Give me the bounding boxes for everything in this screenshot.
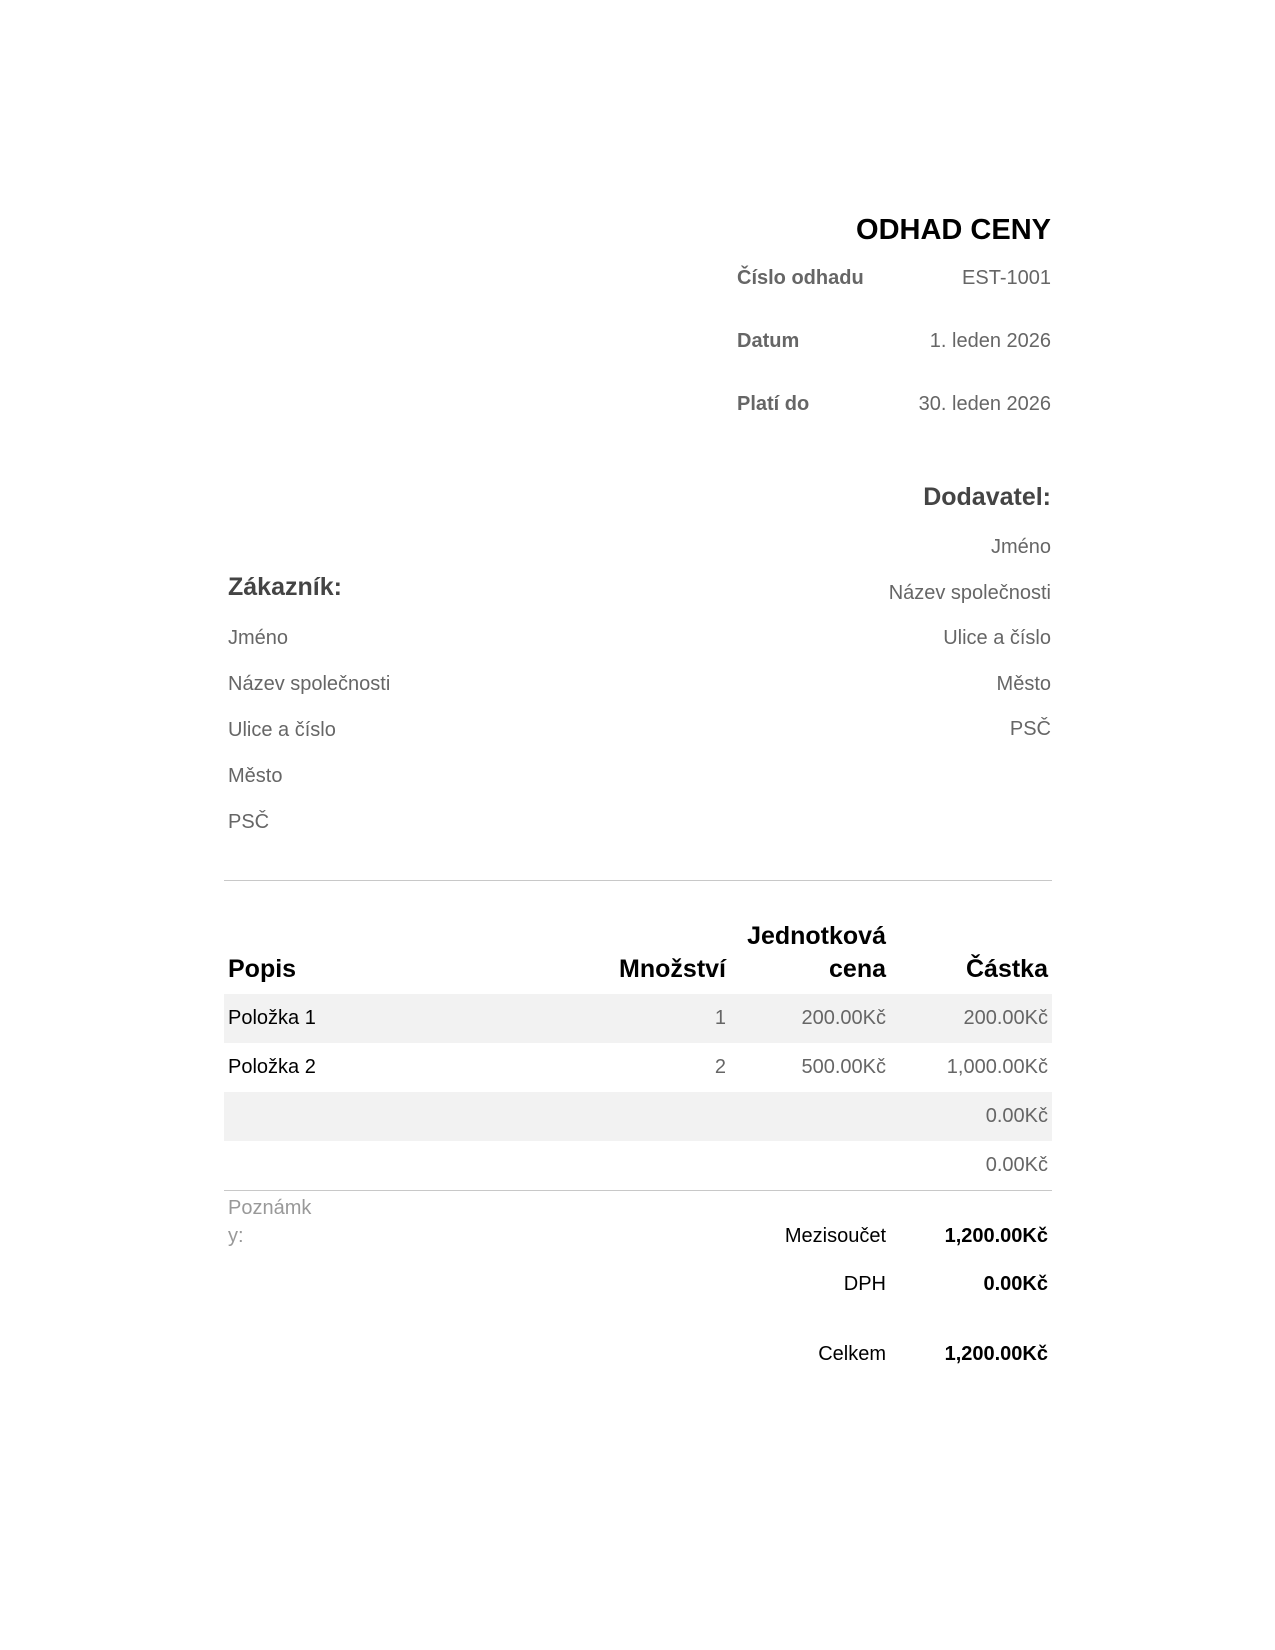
column-header-description: Popis [228, 955, 297, 983]
item-amount: 1,000.00Kč [946, 1056, 1048, 1078]
supplier-city: Město [996, 672, 1051, 695]
table-row [224, 1092, 1052, 1141]
date-label: Datum [737, 330, 800, 352]
supplier-name: Jméno [990, 536, 1051, 558]
total-label: Celkem [818, 1342, 886, 1365]
total-row [730, 1330, 1052, 1378]
table-row [224, 1043, 1052, 1092]
item-description [224, 1092, 530, 1141]
estimate-meta [737, 262, 1051, 451]
item-quantity: 2 [714, 1056, 726, 1078]
meta-row-number [737, 262, 1051, 325]
column-header-quantity: Množství [619, 955, 726, 983]
customer-zip: PSČ [228, 811, 270, 833]
item-amount: 0.00Kč [890, 1141, 1052, 1190]
table-row [224, 994, 1052, 1043]
customer-name: Jméno [228, 627, 289, 649]
notes-label: Poznámky: [228, 1197, 312, 1247]
column-header-unit-price: Jednotková cena [747, 922, 886, 983]
item-amount: 0.00Kč [890, 1092, 1052, 1141]
customer-block [228, 570, 390, 845]
item-description [224, 1141, 530, 1190]
table-row [224, 1141, 1052, 1190]
item-unit-price [730, 1092, 890, 1141]
meta-row-date [737, 325, 1051, 388]
estimate-number-label: Číslo odhadu [737, 267, 864, 289]
items-table [224, 920, 1052, 1191]
totals-table [730, 1212, 1052, 1378]
customer-heading: Zákazník: [228, 573, 342, 601]
subtotal-label: Mezisoučet [784, 1224, 886, 1247]
date-value: 1. leden 2026 [929, 330, 1051, 352]
items-header-row [224, 920, 1052, 994]
customer-street: Ulice a číslo [228, 719, 336, 741]
tax-value: 0.00Kč [983, 1272, 1048, 1295]
subtotal-row [730, 1212, 1052, 1260]
item-quantity: 1 [530, 994, 730, 1043]
document-title: ODHAD CENY [856, 214, 1051, 246]
item-description: Položka 1 [224, 994, 530, 1043]
item-unit-price: 500.00Kč [801, 1056, 886, 1078]
tax-label: DPH [843, 1272, 886, 1295]
item-amount: 200.00Kč [890, 994, 1052, 1043]
totals-spacer [730, 1308, 1052, 1330]
section-divider [224, 880, 1052, 881]
tax-row [730, 1260, 1052, 1308]
total-value: 1,200.00Kč [944, 1342, 1048, 1365]
item-quantity [530, 1141, 730, 1190]
item-unit-price: 200.00Kč [730, 994, 890, 1043]
item-quantity [530, 1092, 730, 1141]
valid-until-label: Platí do [737, 393, 810, 415]
customer-company: Název společnosti [228, 673, 391, 695]
item-description: Položka 2 [228, 1056, 316, 1078]
subtotal-value: 1,200.00Kč [944, 1224, 1048, 1247]
supplier-block [889, 480, 1051, 753]
item-unit-price [730, 1141, 890, 1190]
supplier-zip: PSČ [1009, 718, 1051, 740]
supplier-company: Název společnosti [888, 581, 1051, 604]
estimate-number-value: EST-1001 [962, 267, 1051, 289]
supplier-street: Ulice a číslo [943, 627, 1051, 649]
customer-city: Město [228, 765, 283, 787]
valid-until-value: 30. leden 2026 [918, 393, 1051, 415]
supplier-heading: Dodavatel: [923, 483, 1051, 511]
meta-row-valid-until [737, 388, 1051, 451]
column-header-amount: Částka [966, 955, 1048, 983]
